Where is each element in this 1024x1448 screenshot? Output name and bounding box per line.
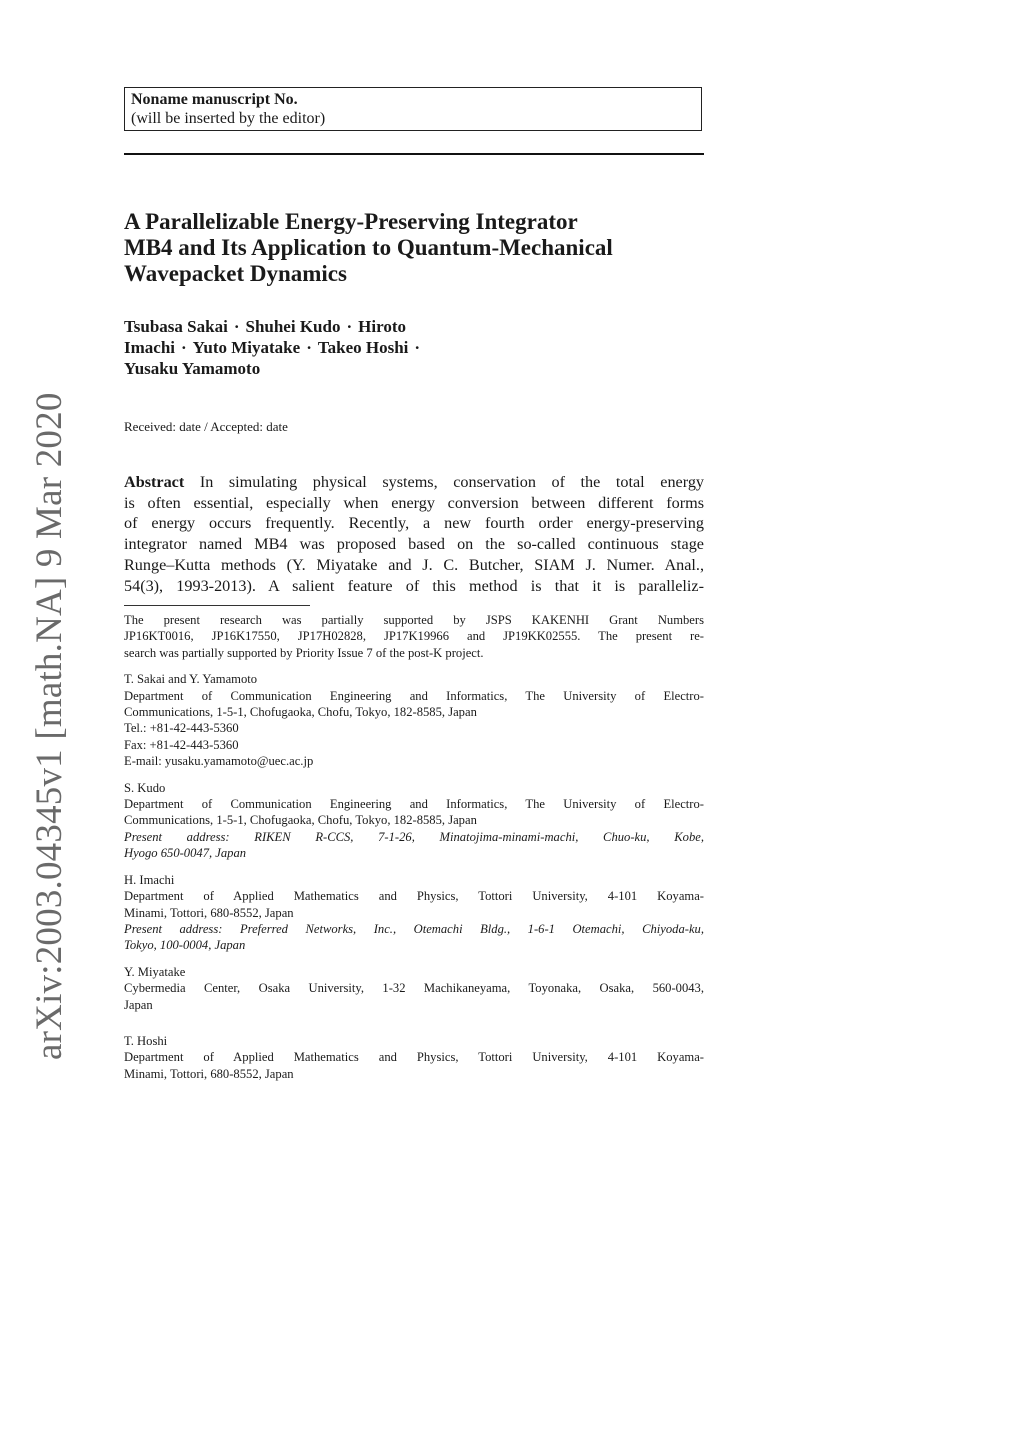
- affiliation-line: Department of Applied Mathematics and Physics, Tottori University, 4-101 Koyama-: [124, 1050, 704, 1065]
- author-line-3: Yusaku Yamamoto: [124, 359, 261, 378]
- header-rule: [124, 153, 704, 155]
- affiliation-email: E-mail: yusaku.yamamoto@uec.ac.jp: [124, 754, 314, 769]
- author-name: Tsubasa Sakai: [124, 317, 228, 336]
- manuscript-number-label: Noname manuscript No.: [131, 91, 298, 108]
- abstract-text: In simulating physical systems, conservation of the total energy: [199, 473, 705, 491]
- author-line-2: [124, 337, 704, 358]
- abstract-line: integrator named MB4 was proposed based on the so-called continuous stage: [124, 535, 704, 554]
- affiliation-line: Department of Applied Mathematics and Physics, Tottori University, 4-101 Koyama-: [124, 889, 704, 904]
- editor-note: (will be inserted by the editor): [131, 110, 326, 127]
- abstract: [124, 472, 704, 596]
- author-separator: ·: [414, 338, 421, 357]
- abstract-line: of energy occurs frequently. Recently, a new fourth order energy-preserving: [124, 514, 704, 533]
- author-name: Hiroto: [358, 317, 406, 336]
- title-line: Wavepacket Dynamics: [124, 261, 347, 286]
- affiliation-line: Minami, Tottori, 680-8552, Japan: [124, 1066, 294, 1081]
- affiliation-kudo: [124, 780, 704, 862]
- author-separator: ·: [346, 317, 353, 336]
- note-line: The present research was partially supported by JSPS KAKENHI Grant Numbers: [124, 613, 704, 627]
- abstract-line: Runge–Kutta methods (Y. Miyatake and J. C. Butcher, SIAM J. Numer. Anal.,: [124, 555, 704, 574]
- note-line: search was partially supported by Priority Issue 7 of the post-K project.: [124, 645, 484, 660]
- author-name: Shuhei Kudo: [245, 317, 341, 336]
- affiliation-names: T. Sakai and Y. Yamamoto: [124, 672, 258, 687]
- received-accepted-dates: Received: date / Accepted: date: [124, 419, 288, 434]
- affiliation-phone: Tel.: +81-42-443-5360: [124, 721, 239, 736]
- affiliation-names: S. Kudo: [124, 780, 166, 795]
- present-address: Present address: RIKEN R-CCS, 7-1-26, Minatojima-minami-machi, Chuo-ku, Kobe,: [124, 829, 704, 844]
- author-name: Yuto Miyatake: [192, 338, 301, 357]
- affiliation-line: Department of Communication Engineering and Informatics, The University of Electro-: [124, 797, 704, 812]
- author-separator: ·: [233, 317, 240, 336]
- abstract-line: [124, 472, 704, 493]
- affiliation-fax: Fax: +81-42-443-5360: [124, 737, 239, 752]
- author-separator: ·: [181, 338, 187, 357]
- affiliation-line: Japan: [124, 997, 153, 1012]
- present-address: Present address: Preferred Networks, Inc., Otemachi Bldg., 1-6-1 Otemachi, Chiyoda-ku,: [124, 921, 704, 936]
- abstract-line: is often essential, especially when energy conversion between different forms: [124, 493, 704, 512]
- affiliation-line: Communications, 1-5-1, Chofugaoka, Chofu, Tokyo, 182-8585, Japan: [124, 813, 477, 828]
- author-name: Takeo Hoshi: [317, 338, 409, 357]
- abstract-line: 54(3), 1993-2013). A salient feature of this method is that it is paralleliz-: [124, 576, 704, 595]
- present-address: Tokyo, 100-0004, Japan: [124, 938, 246, 953]
- affiliation-line: Minami, Tottori, 680-8552, Japan: [124, 905, 294, 920]
- affiliation-miyatake: [124, 964, 704, 1013]
- author-name: Imachi: [124, 338, 175, 357]
- manuscript-number-box: [124, 87, 702, 131]
- title-line: A Parallelizable Energy-Preserving Integrator: [124, 209, 578, 234]
- affiliation-hoshi: [124, 1033, 704, 1082]
- affiliation-names: T. Hoshi: [124, 1033, 168, 1048]
- funding-note: [124, 612, 704, 661]
- arxiv-side-identifier: arXiv:2003.04345v1 [math.NA] 9 Mar 2020: [29, 392, 70, 1060]
- footnote-rule: [124, 605, 310, 606]
- affiliation-line: Department of Communication Engineering and Informatics, The University of Electro-: [124, 688, 704, 703]
- affiliation-names: Y. Miyatake: [124, 964, 186, 979]
- author-line-1: [124, 316, 704, 337]
- affiliation-line: Communications, 1-5-1, Chofugaoka, Chofu, Tokyo, 182-8585, Japan: [124, 705, 477, 720]
- affiliation-imachi: [124, 872, 704, 954]
- present-address: Hyogo 650-0047, Japan: [124, 846, 247, 861]
- title-line: MB4 and Its Application to Quantum-Mechanical: [124, 235, 613, 260]
- footnotes: [124, 612, 704, 1082]
- abstract-heading: Abstract: [124, 473, 185, 491]
- affiliation-sakai-yamamoto: [124, 671, 704, 769]
- paper-title: [124, 209, 704, 287]
- note-line: JP16KT0016, JP16K17550, JP17H02828, JP17K19966 and JP19KK02555. The present re-: [124, 629, 704, 644]
- affiliation-line: Cybermedia Center, Osaka University, 1-32 Machikaneyama, Toyonaka, Osaka, 560-0043,: [124, 981, 704, 996]
- author-list: [124, 316, 704, 379]
- affiliation-names: H. Imachi: [124, 872, 175, 887]
- author-separator: ·: [306, 338, 312, 357]
